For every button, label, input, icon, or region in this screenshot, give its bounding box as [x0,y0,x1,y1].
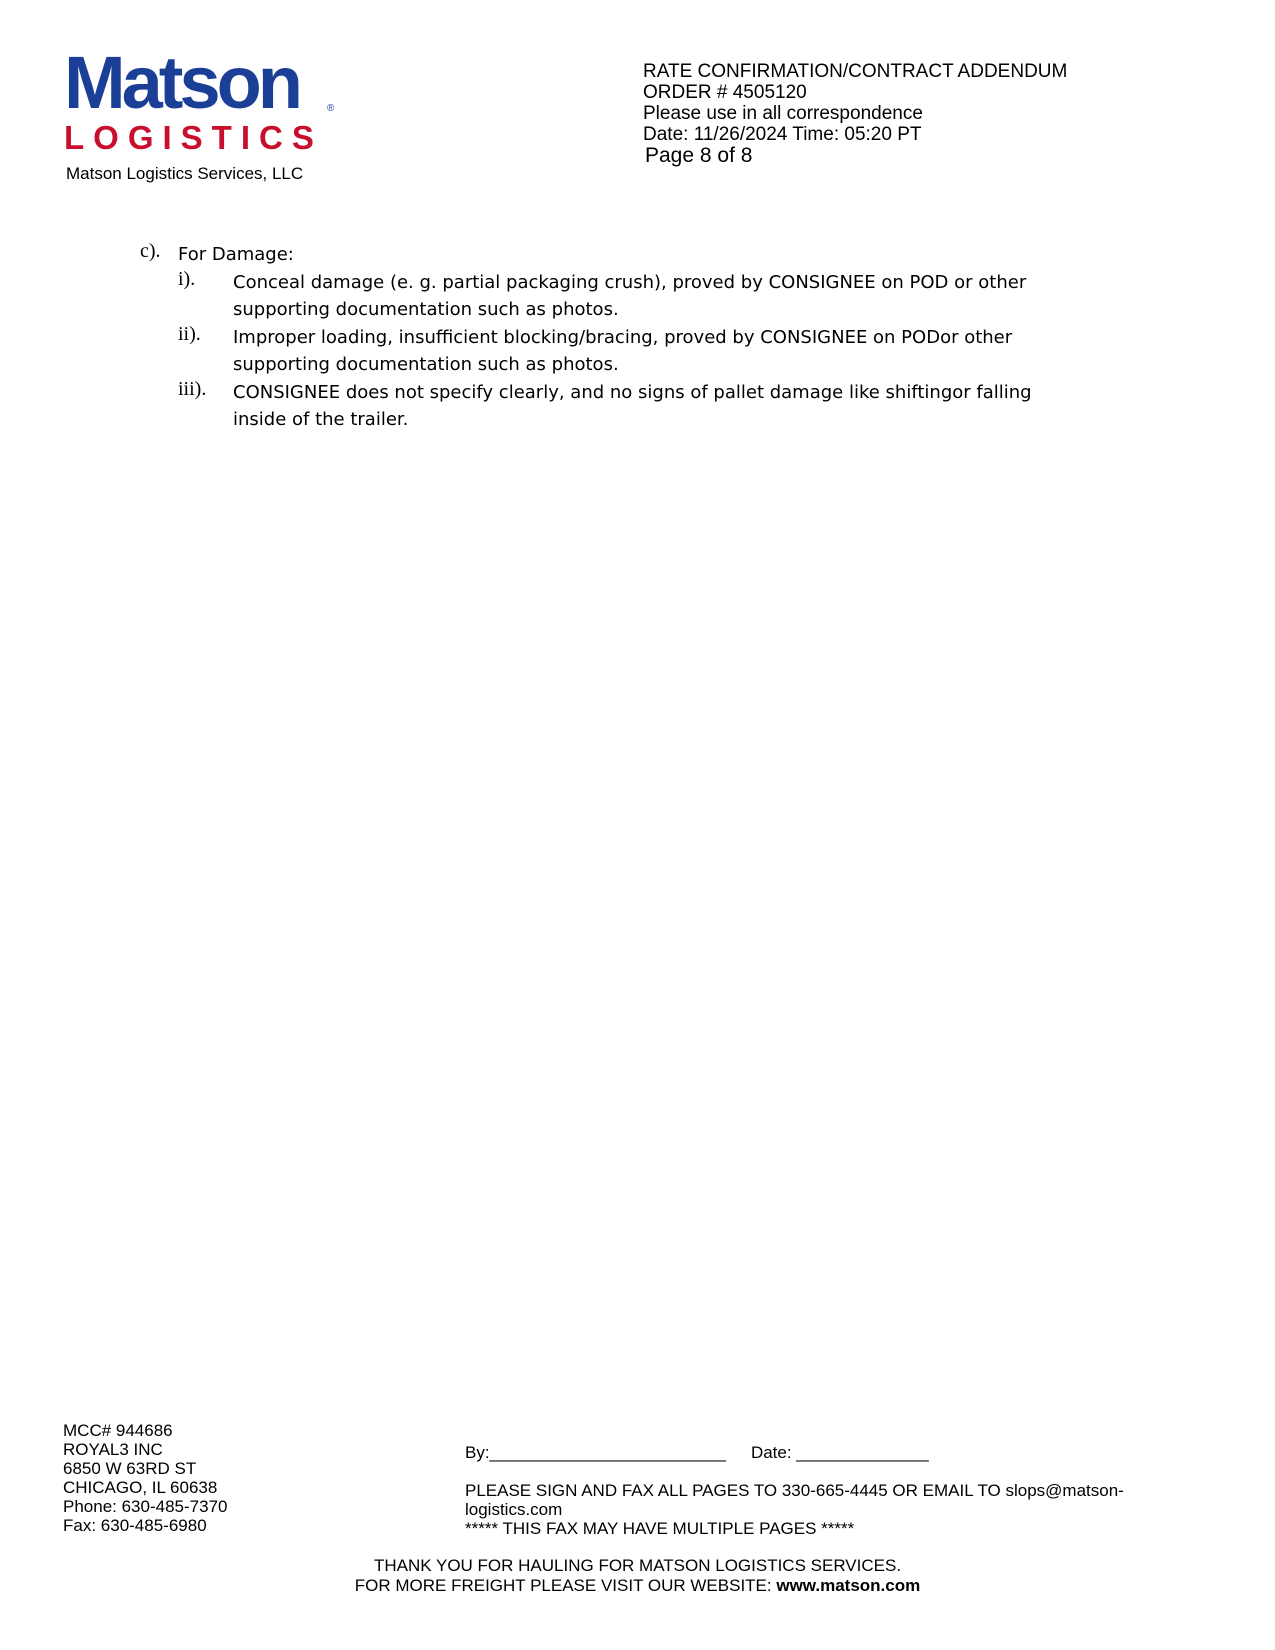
carrier-phone: Phone: 630-485-7370 [63,1497,228,1516]
signature-line: By:_________________________ [465,1443,726,1462]
thank-you-footer [0,1556,1275,1596]
section-marker: c). [140,240,161,262]
list-item-text: supporting documentation such as photos. [233,299,619,320]
carrier-info [63,1421,227,1535]
document-date: Date: 11/26/2024 Time: 05:20 PT [643,124,922,145]
fax-note: ***** THIS FAX MAY HAVE MULTIPLE PAGES ***** [465,1519,855,1538]
website-prefix: FOR MORE FREIGHT PLEASE VISIT OUR WEBSITE: [354,1576,777,1595]
list-item-text: CONSIGNEE does not specify clearly, and no signs of pallet damage like shiftingor falling [233,382,1032,403]
list-item-text: Conceal damage (e. g. partial packaging crush), proved by CONSIGNEE on POD or other [233,272,1027,293]
fax-instruction-cont: logistics.com [465,1500,563,1519]
carrier-city: CHICAGO, IL 60638 [63,1478,218,1497]
order-number: ORDER # 4505120 [643,82,807,103]
logo-logistics: LOGISTICS [64,119,323,156]
carrier-fax: Fax: 630-485-6980 [63,1516,207,1535]
list-item-text: supporting documentation such as photos. [233,354,619,375]
document-header [643,61,1067,166]
list-item-marker: ii). [178,323,201,345]
signature-date-line: Date: ______________ [750,1443,929,1462]
website-link[interactable]: www.matson.com [776,1576,921,1595]
correspondence-note: Please use in all correspondence [643,103,923,124]
logo-wordmark: Matson [64,41,299,124]
list-item-marker: iii). [178,378,207,400]
list-item-text: inside of the trailer. [233,409,409,430]
registered-mark: ® [327,103,335,114]
carrier-name: ROYAL3 INC [63,1440,163,1459]
carrier-mcc: MCC# 944686 [63,1421,173,1440]
carrier-street: 6850 W 63RD ST [63,1459,197,1478]
list-item-marker: i). [178,268,196,290]
signature-block [465,1443,1124,1538]
company-name: Matson Logistics Services, LLC [66,164,304,183]
fax-instruction: PLEASE SIGN AND FAX ALL PAGES TO 330-665-4445 OR EMAIL TO slops@matson- [465,1481,1124,1500]
document-title: RATE CONFIRMATION/CONTRACT ADDENDUM [643,61,1068,82]
section-title: For Damage: [178,244,294,265]
list-item-text: Improper loading, insufficient blocking/bracing, proved by CONSIGNEE on PODor other [233,327,1013,348]
page-number: Page 8 of 8 [645,144,753,167]
thank-you-line: THANK YOU FOR HAULING FOR MATSON LOGISTICS SERVICES. [373,1556,902,1575]
